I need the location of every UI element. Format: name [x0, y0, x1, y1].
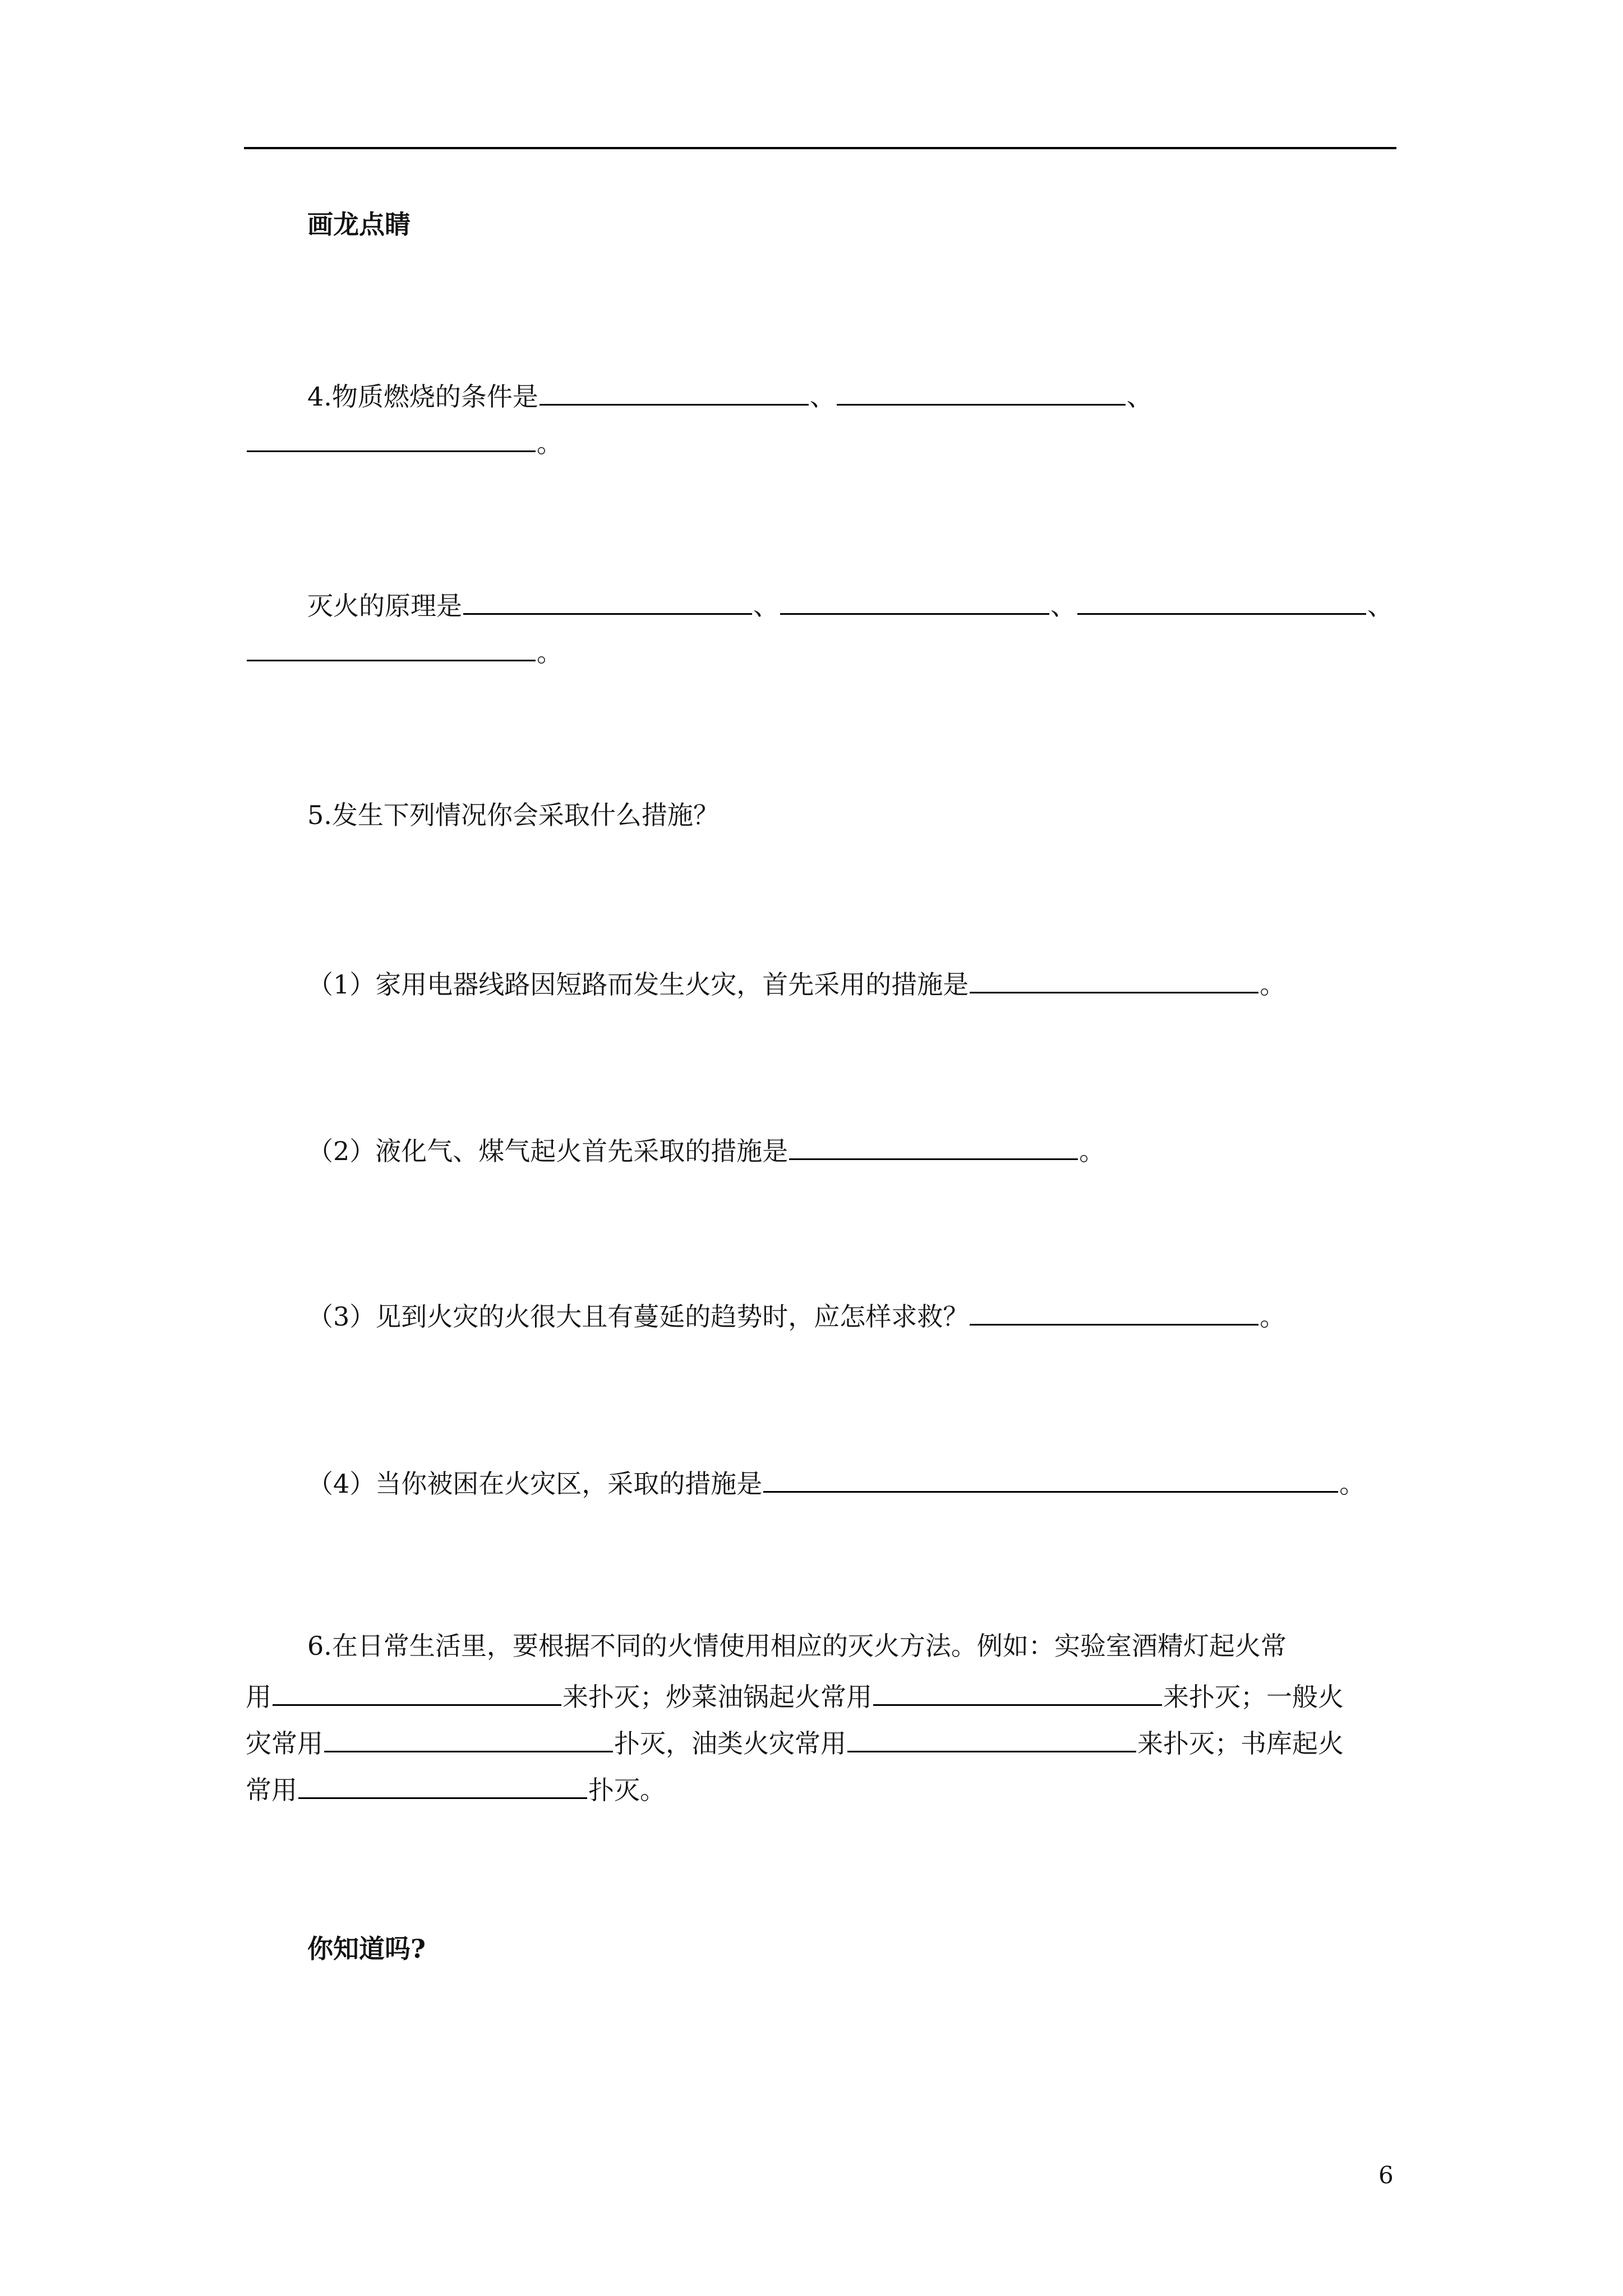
q4-extinguish-blank-2[interactable]	[780, 586, 1049, 615]
q4-extinguish-line-1	[307, 586, 1393, 622]
header-rule	[244, 147, 1396, 149]
q4-separator: 、	[1367, 591, 1393, 621]
q6-line-1: 6.在日常生活里，要根据不同的火情使用相应的灭火方法。例如：实验室酒精灯起火常	[307, 1631, 1287, 1661]
q4-separator: 、	[1126, 381, 1152, 412]
q4-extinguish-blank-3[interactable]	[1077, 586, 1366, 615]
q4-end-mark: 。	[537, 637, 562, 668]
q5-item-3-text: （3）见到火灾的火很大且有蔓延的趋势时，应怎样求救？	[307, 1301, 969, 1332]
q4-extinguish-text: 灭火的原理是	[307, 591, 462, 621]
q4-line-2	[246, 424, 562, 459]
q5-item-2-blank[interactable]	[789, 1131, 1078, 1160]
q5-item-3	[307, 1297, 1285, 1332]
q5-item-1-blank[interactable]	[970, 965, 1258, 993]
q6-line-4-a: 常用	[246, 1775, 297, 1805]
q4-extinguish-line-2	[246, 633, 562, 668]
q4-end-mark: 。	[537, 428, 562, 458]
q4-blank-2[interactable]	[837, 377, 1126, 406]
q4-separator: 、	[809, 381, 836, 412]
q5-item-4-text: （4）当你被困在火灾区，采取的措施是	[307, 1469, 763, 1499]
q4-conditions-text: 4.物质燃烧的条件是	[307, 381, 538, 412]
q5-item-2	[307, 1131, 1105, 1167]
q6-line-4	[246, 1770, 666, 1806]
q5-end-mark: 。	[1260, 969, 1286, 1000]
q5-end-mark: 。	[1339, 1469, 1366, 1499]
q6-blank-library-fire[interactable]	[298, 1770, 587, 1799]
q5-title: 5.发生下列情况你会采取什么措施？	[307, 800, 719, 830]
q6-blank-oil-fire[interactable]	[847, 1724, 1136, 1752]
q5-item-4-blank[interactable]	[763, 1464, 1338, 1493]
q4-blank-1[interactable]	[540, 377, 809, 406]
q5-item-1	[307, 965, 1285, 1000]
q6-line-2	[246, 1677, 1344, 1713]
q4-blank-3[interactable]	[247, 424, 536, 452]
q4-separator: 、	[1050, 591, 1076, 621]
q6-line-4-b: 扑灭。	[588, 1775, 666, 1805]
section-heading-hualongdianjing: 画龙点睛	[307, 209, 411, 240]
q4-line-1	[307, 377, 1152, 412]
q6-blank-oil-pan[interactable]	[873, 1677, 1162, 1706]
q5-item-3-blank[interactable]	[970, 1297, 1258, 1326]
q6-blank-alcohol-lamp[interactable]	[273, 1677, 561, 1706]
q4-extinguish-blank-1[interactable]	[463, 586, 752, 615]
section-heading-did-you-know: 你知道吗?	[307, 1934, 426, 1964]
q6-line-3-c: 来扑灭；书库起火	[1137, 1728, 1344, 1759]
q6-line-2-c: 来扑灭；一般火	[1163, 1682, 1344, 1712]
q6-line-2-b: 来扑灭；炒菜油锅起火常用	[562, 1682, 872, 1712]
q5-end-mark: 。	[1079, 1136, 1105, 1166]
q5-item-2-text: （2）液化气、煤气起火首先采取的措施是	[307, 1136, 789, 1166]
q5-end-mark: 。	[1260, 1301, 1286, 1332]
q6-line-3-a: 灾常用	[246, 1728, 323, 1759]
q4-extinguish-blank-4[interactable]	[247, 633, 536, 661]
q5-item-4	[307, 1464, 1365, 1499]
q6-line-3	[246, 1724, 1344, 1759]
q5-item-1-text: （1）家用电器线路因短路而发生火灾，首先采用的措施是	[307, 969, 969, 1000]
q6-line-2-a: 用	[246, 1682, 271, 1712]
q4-separator: 、	[753, 591, 779, 621]
page-number: 6	[1378, 2161, 1394, 2189]
q6-line-3-b: 扑灭，油类火灾常用	[614, 1728, 846, 1759]
q6-blank-general-fire[interactable]	[324, 1724, 613, 1752]
